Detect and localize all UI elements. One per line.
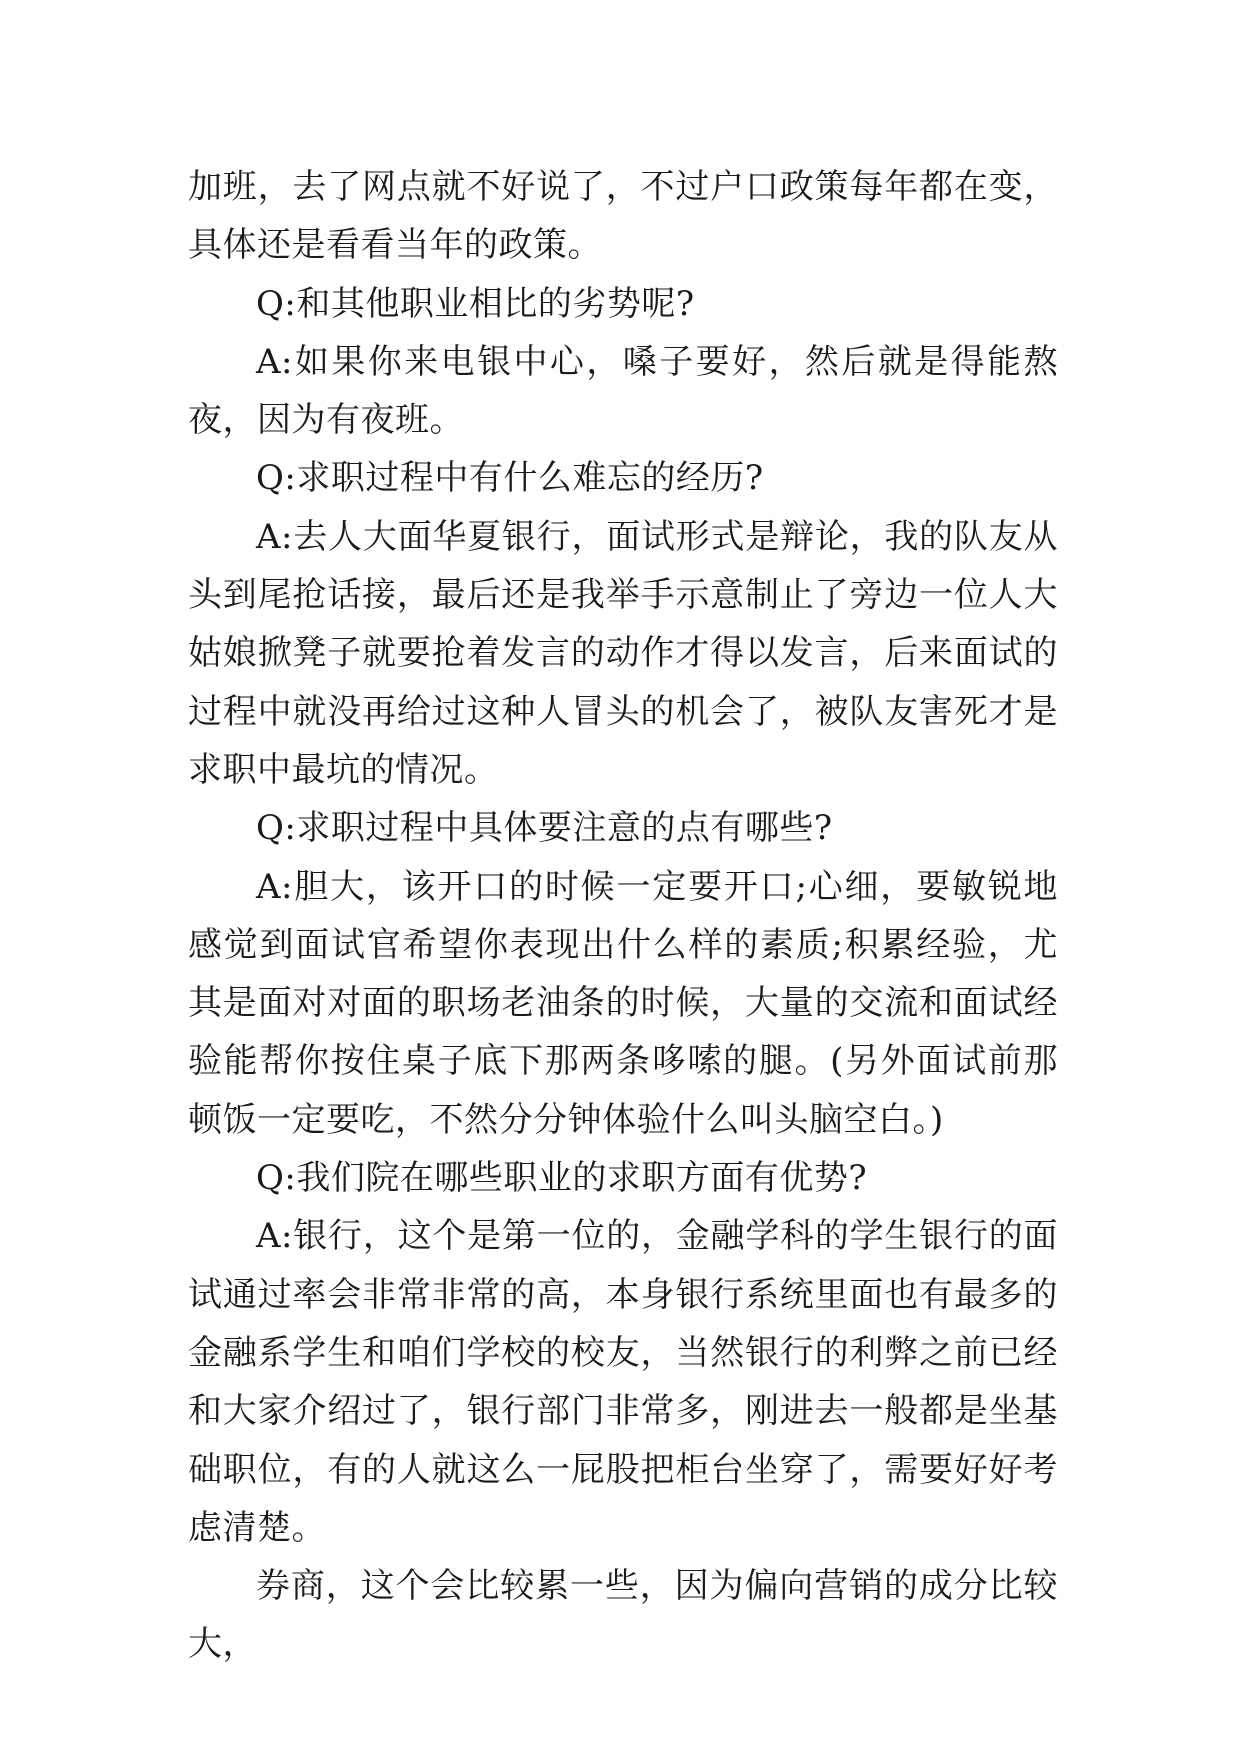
paragraph-hukou-policy: 加班，去了网点就不好说了，不过户口政策每年都在变，具体还是看看当年的政策。 <box>188 167 1058 266</box>
question-disadvantages: Q:和其他职业相比的劣势呢? <box>256 283 695 324</box>
answer-memorable-experience: A:去人大面华夏银行，面试形式是辩论，我的队友从头到尾抢话接，最后还是我举手示意制止了旁边一位人大姑娘掀凳子就要抢着发言的动作才得以发言，后来面试的过程中就没再给过这种人冒头的机会了，被队友害死才是求职中最坑的情况。 <box>188 516 1058 790</box>
paragraph-securities: 券商，这个会比较累一些，因为偏向营销的成分比较大， <box>188 1566 1058 1665</box>
answer-key-points: A:胆大，该开口的时候一定要开口;心细，要敏锐地感觉到面试官希望你表现出什么样的素质;积累经验，尤其是面对对面的职场老油条的时候，大量的交流和面试经验能帮你按住桌子底下那两条哆嗦的腿。(另外面试前那顿饭一定要吃，不然分分钟体验什么叫头脑空白。) <box>188 866 1058 1140</box>
answer-disadvantages: A:如果你来电银中心，嗓子要好，然后就是得能熬夜，因为有夜班。 <box>188 341 1058 441</box>
answer-banks: A:银行，这个是第一位的，金融学科的学生银行的面试通过率会非常非常的高，本身银行系统里面也有最多的金融系学生和咱们学校的校友，当然银行的利弊之前已经和大家介绍过了，银行部门非常多，刚进去一般都是坐基础职位，有的人就这么一屁股把柜台坐穿了，需要好好考虑清楚。 <box>188 1216 1058 1548</box>
question-key-points: Q:求职过程中具体要注意的点有哪些? <box>256 808 833 849</box>
document-body <box>188 158 1058 1674</box>
question-advantages: Q:我们院在哪些职业的求职方面有优势? <box>256 1158 868 1199</box>
question-memorable-experience: Q:求职过程中有什么难忘的经历? <box>256 458 764 499</box>
